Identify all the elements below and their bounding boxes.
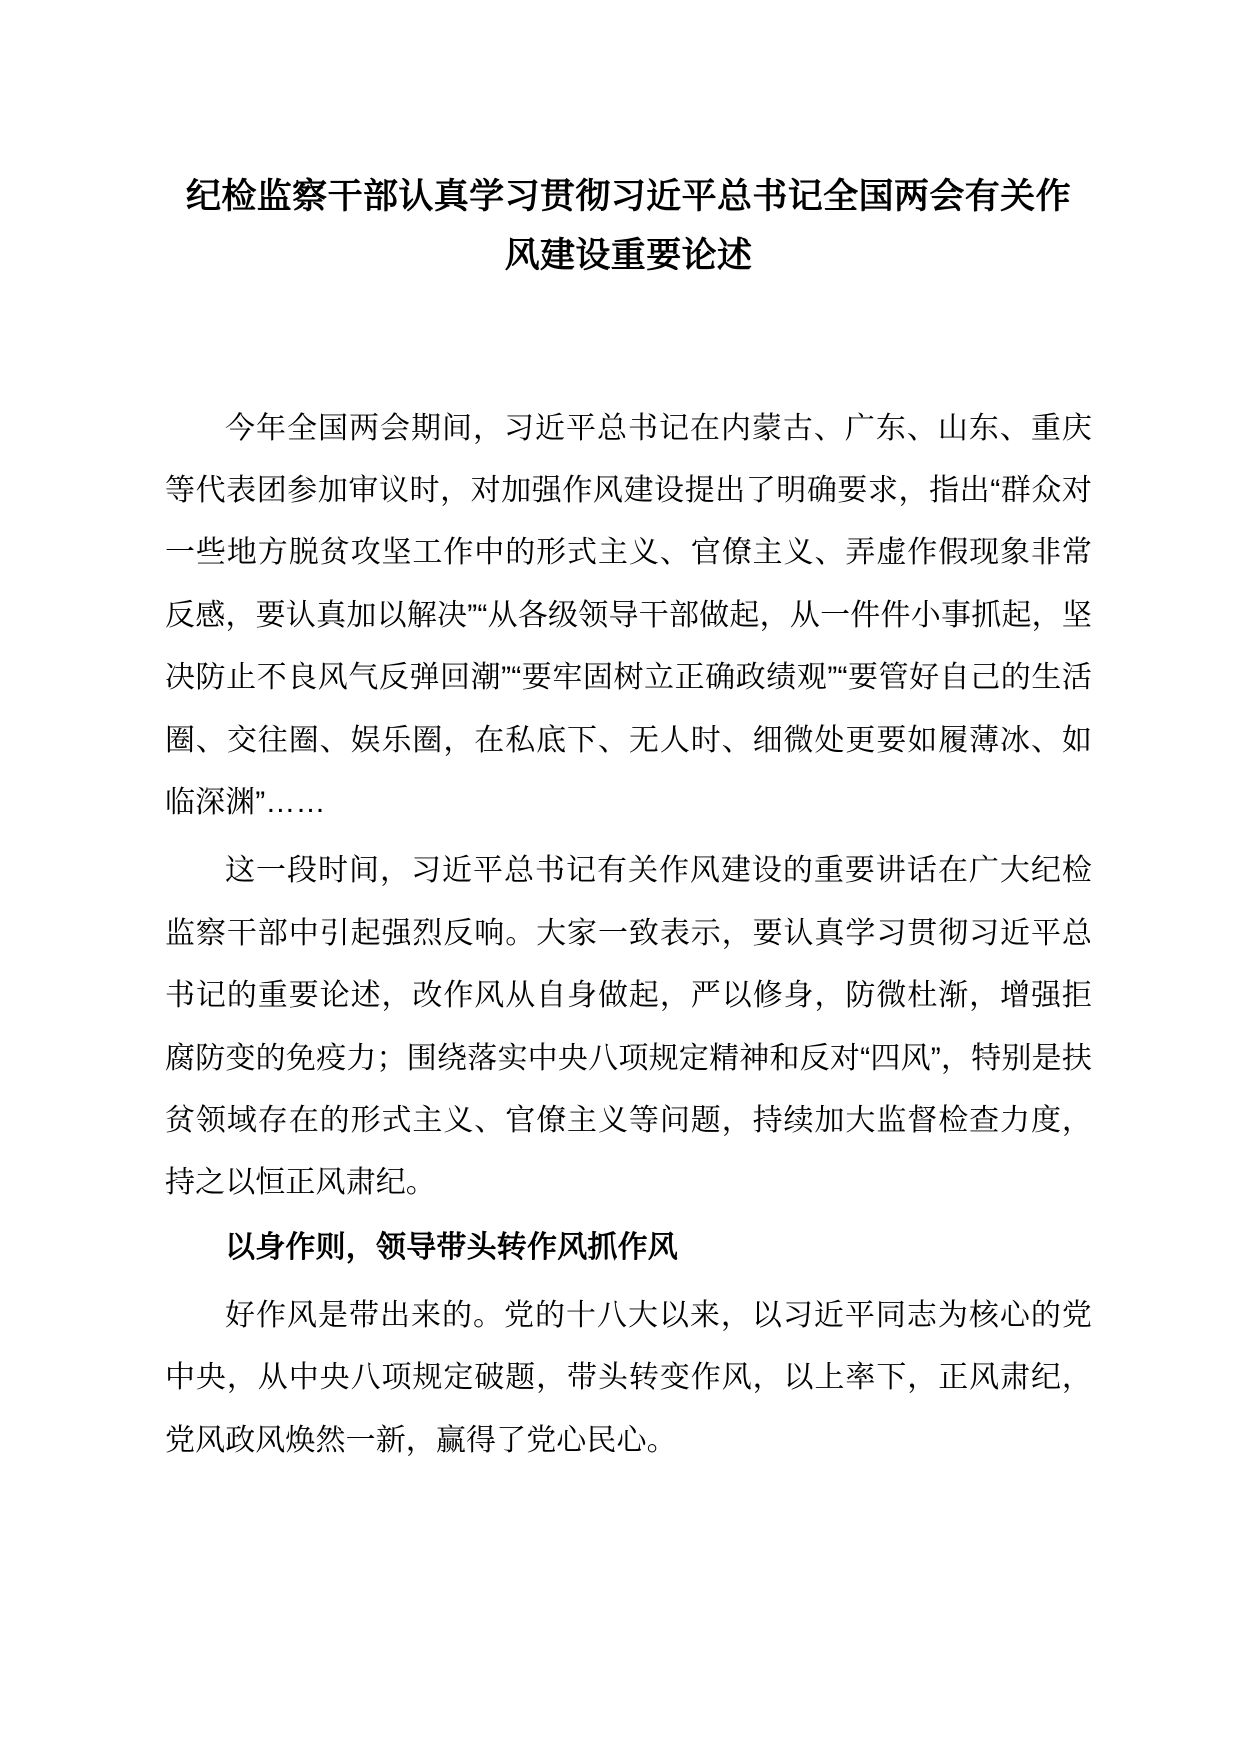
body-paragraph-1: 今年全国两会期间，习近平总书记在内蒙古、广东、山东、重庆等代表团参加审议时，对加强作风建设提出了明确要求，指出“群众对一些地方脱贫攻坚工作中的形式主义、官僚主义、弄虚作假现象非常反感，要认真加以解决”“从各级领导干部做起，从一件件小事抓起，坚决防止不良风气反弹回潮”“要牢固树立正确政绩观”“要管好自己的生活圈、交往圈、娱乐圈，在私底下、无人时、细微处更要如履薄冰、如临深渊”…… [165, 411, 1092, 819]
body-paragraph-3: 好作风是带出来的。党的十八大以来，以习近平同志为核心的党中央，从中央八项规定破题，带头转变作风，以上率下，正风肃纪，党风政风焕然一新，赢得了党心民心。 [165, 1299, 1092, 1457]
page-title: 纪检监察干部认真学习贯彻习近平总书记全国两会有关作风建设重要论述 [185, 177, 1071, 275]
section-heading-1: 以身作则，领导带头转作风抓作风 [225, 1230, 678, 1264]
body-paragraph-2: 这一段时间，习近平总书记有关作风建设的重要讲话在广大纪检监察干部中引起强烈反响。大家一致表示，要认真学习贯彻习近平总书记的重要论述，改作风从自身做起，严以修身，防微杜渐，增强拒腐防变的免疫力；围绕落实中央八项规定精神和反对“四风”，特别是扶贫领域存在的形式主义、官僚主义等问题，持续加大监督检查力度，持之以恒正风肃纪。 [165, 854, 1092, 1200]
title-body-spacer [165, 286, 1092, 398]
